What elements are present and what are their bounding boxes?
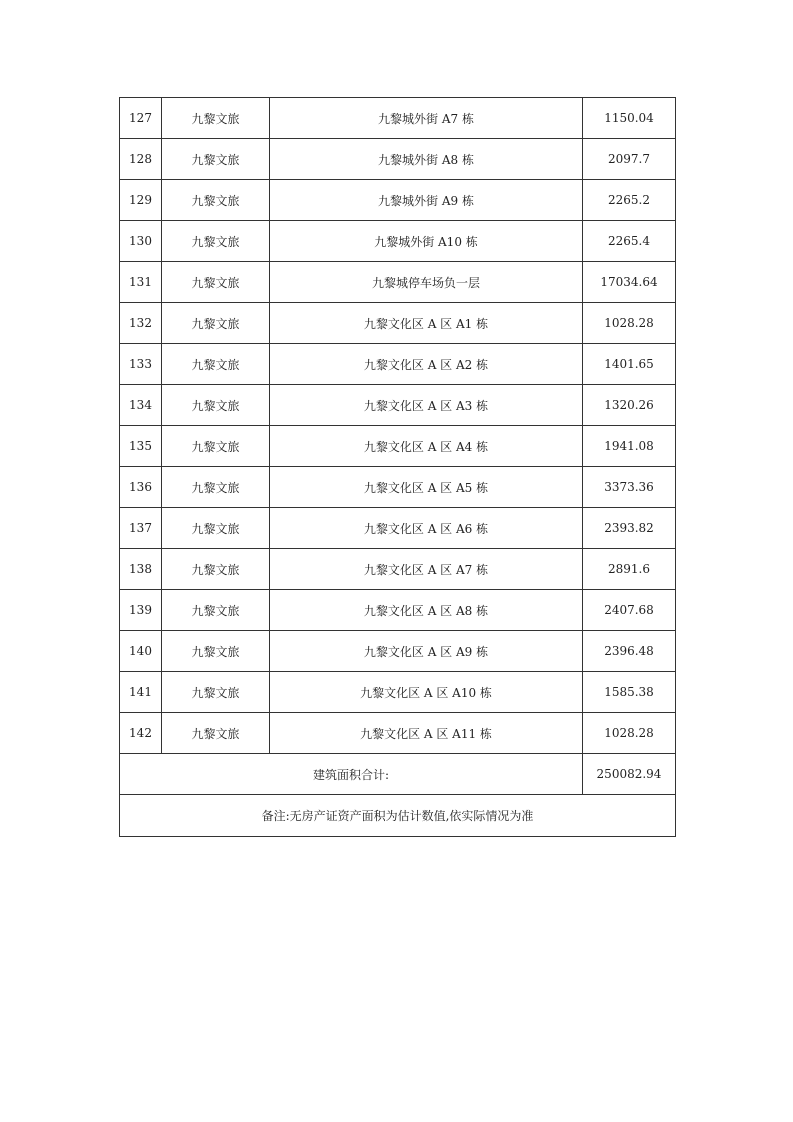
table-row xyxy=(120,344,676,385)
owner-cell: 九黎文旅 xyxy=(162,426,270,467)
area-cell: 1941.08 xyxy=(583,426,676,467)
owner-cell: 九黎文旅 xyxy=(162,549,270,590)
row-number-cell: 135 xyxy=(120,426,162,467)
total-value: 250082.94 xyxy=(583,754,676,795)
row-number-cell: 134 xyxy=(120,385,162,426)
location-cell: 九黎文化区 A 区 A4 栋 xyxy=(270,426,583,467)
area-cell: 2407.68 xyxy=(583,590,676,631)
area-cell: 17034.64 xyxy=(583,262,676,303)
table-row xyxy=(120,221,676,262)
owner-cell: 九黎文旅 xyxy=(162,180,270,221)
note-row xyxy=(120,795,676,837)
area-cell: 2265.4 xyxy=(583,221,676,262)
location-cell: 九黎文化区 A 区 A3 栋 xyxy=(270,385,583,426)
row-number-cell: 142 xyxy=(120,713,162,754)
location-cell: 九黎城停车场负一层 xyxy=(270,262,583,303)
owner-cell: 九黎文旅 xyxy=(162,139,270,180)
location-cell: 九黎文化区 A 区 A9 栋 xyxy=(270,631,583,672)
location-cell: 九黎城外街 A8 栋 xyxy=(270,139,583,180)
owner-cell: 九黎文旅 xyxy=(162,385,270,426)
table-row xyxy=(120,713,676,754)
table-row xyxy=(120,385,676,426)
table-body xyxy=(120,98,676,837)
area-cell: 1028.28 xyxy=(583,713,676,754)
owner-cell: 九黎文旅 xyxy=(162,344,270,385)
location-cell: 九黎文化区 A 区 A8 栋 xyxy=(270,590,583,631)
table-row xyxy=(120,426,676,467)
table-row xyxy=(120,467,676,508)
row-number-cell: 132 xyxy=(120,303,162,344)
row-number-cell: 136 xyxy=(120,467,162,508)
owner-cell: 九黎文旅 xyxy=(162,467,270,508)
owner-cell: 九黎文旅 xyxy=(162,672,270,713)
row-number-cell: 141 xyxy=(120,672,162,713)
area-cell: 2891.6 xyxy=(583,549,676,590)
row-number-cell: 129 xyxy=(120,180,162,221)
area-cell: 2396.48 xyxy=(583,631,676,672)
total-row xyxy=(120,754,676,795)
row-number-cell: 131 xyxy=(120,262,162,303)
location-cell: 九黎城外街 A7 栋 xyxy=(270,98,583,139)
location-cell: 九黎城外街 A10 栋 xyxy=(270,221,583,262)
area-cell: 1320.26 xyxy=(583,385,676,426)
table-row xyxy=(120,303,676,344)
location-cell: 九黎文化区 A 区 A5 栋 xyxy=(270,467,583,508)
area-cell: 1150.04 xyxy=(583,98,676,139)
row-number-cell: 127 xyxy=(120,98,162,139)
table-row xyxy=(120,672,676,713)
table-row xyxy=(120,549,676,590)
location-cell: 九黎城外街 A9 栋 xyxy=(270,180,583,221)
table-row xyxy=(120,508,676,549)
location-cell: 九黎文化区 A 区 A7 栋 xyxy=(270,549,583,590)
table-row xyxy=(120,180,676,221)
location-cell: 九黎文化区 A 区 A6 栋 xyxy=(270,508,583,549)
table-row xyxy=(120,631,676,672)
row-number-cell: 139 xyxy=(120,590,162,631)
owner-cell: 九黎文旅 xyxy=(162,303,270,344)
table-row xyxy=(120,98,676,139)
area-cell: 2097.7 xyxy=(583,139,676,180)
area-cell: 1028.28 xyxy=(583,303,676,344)
location-cell: 九黎文化区 A 区 A10 栋 xyxy=(270,672,583,713)
owner-cell: 九黎文旅 xyxy=(162,98,270,139)
row-number-cell: 137 xyxy=(120,508,162,549)
row-number-cell: 138 xyxy=(120,549,162,590)
area-cell: 1585.38 xyxy=(583,672,676,713)
area-cell: 2393.82 xyxy=(583,508,676,549)
area-cell: 2265.2 xyxy=(583,180,676,221)
area-cell: 1401.65 xyxy=(583,344,676,385)
table-row xyxy=(120,262,676,303)
table-row xyxy=(120,139,676,180)
asset-table xyxy=(119,97,676,837)
row-number-cell: 133 xyxy=(120,344,162,385)
row-number-cell: 130 xyxy=(120,221,162,262)
row-number-cell: 128 xyxy=(120,139,162,180)
location-cell: 九黎文化区 A 区 A1 栋 xyxy=(270,303,583,344)
owner-cell: 九黎文旅 xyxy=(162,631,270,672)
area-cell: 3373.36 xyxy=(583,467,676,508)
note-text: 备注:无房产证资产面积为估计数值,依实际情况为准 xyxy=(120,795,676,837)
owner-cell: 九黎文旅 xyxy=(162,508,270,549)
owner-cell: 九黎文旅 xyxy=(162,221,270,262)
table-row xyxy=(120,590,676,631)
row-number-cell: 140 xyxy=(120,631,162,672)
owner-cell: 九黎文旅 xyxy=(162,262,270,303)
total-label: 建筑面积合计: xyxy=(120,754,583,795)
location-cell: 九黎文化区 A 区 A2 栋 xyxy=(270,344,583,385)
owner-cell: 九黎文旅 xyxy=(162,590,270,631)
location-cell: 九黎文化区 A 区 A11 栋 xyxy=(270,713,583,754)
owner-cell: 九黎文旅 xyxy=(162,713,270,754)
